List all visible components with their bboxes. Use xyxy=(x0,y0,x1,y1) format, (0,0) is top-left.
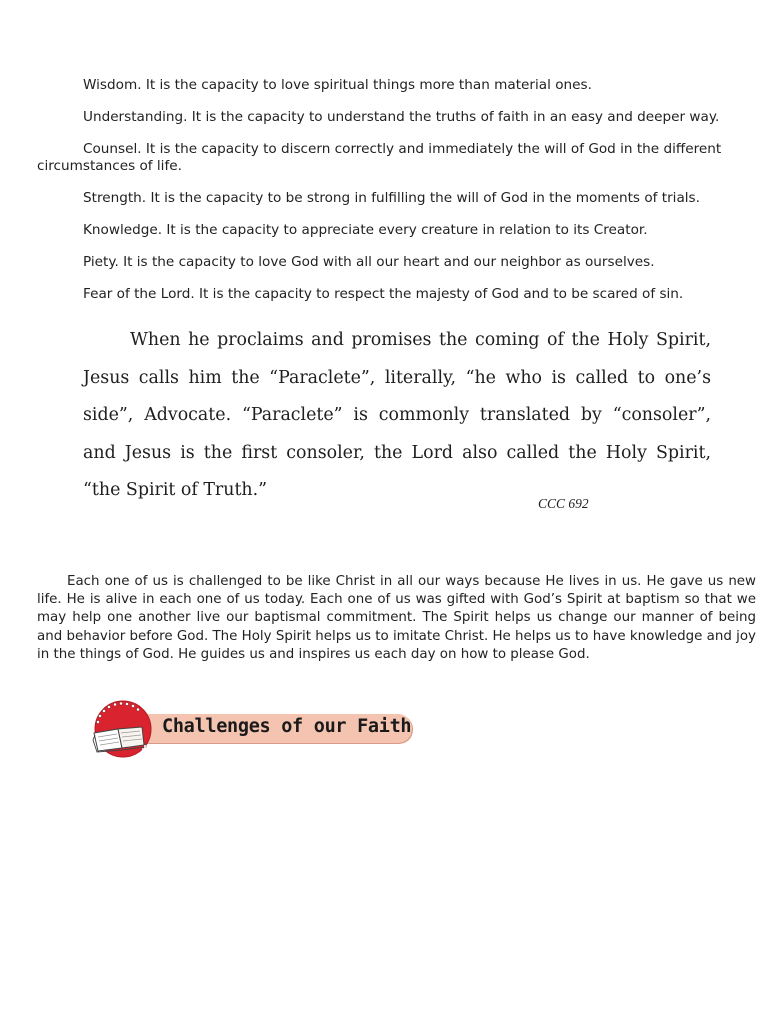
gift-knowledge: Knowledge. It is the capacity to appreciate every creature in relation to its Creator. xyxy=(83,222,648,238)
quote-citation: CCC 692 xyxy=(538,496,589,511)
banner-title: Challenges of our Faith xyxy=(162,716,412,737)
gift-fear-of-the-lord: Fear of the Lord. It is the capacity to respect the majesty of God and to be scared of sin. xyxy=(83,286,684,302)
body-paragraph: Each one of us is challenged to be like Christ in all our ways because He lives in us. He gave us new life. He is alive in each one of us today. Each one of us was gifted with God’s Spirit at baptism so that we may help one another live our baptismal commitment. The Spirit helps us change our manner of being and behavior before God. The Holy Spirit helps us to imitate Christ. He helps us to have knowledge and joy in the things of God. He guides us and inspires us each day on how to please God. xyxy=(37,574,756,662)
section-banner xyxy=(90,699,420,759)
gift-wisdom: Wisdom. It is the capacity to love spiritual things more than material ones. xyxy=(83,77,592,93)
gift-piety: Piety. It is the capacity to love God with all our heart and our neighbor as ourselves. xyxy=(83,254,655,270)
open-bible-rosary-icon xyxy=(90,699,154,759)
catechism-quote: When he proclaims and promises the coming of the Holy Spirit, Jesus calls him the “Paraclete”, literally, “he who is called to one’s side”, Advocate. “Paraclete” is commonly translated by “consoler”, and Jesus is the first consoler, the Lord also called the Holy Spirit, “the Spirit of Truth.” xyxy=(83,330,711,501)
gift-strength: Strength. It is the capacity to be strong in fulfilling the will of God in the moments of trials. xyxy=(83,190,700,206)
gifts-list xyxy=(37,77,753,318)
gift-counsel: Counsel. It is the capacity to discern correctly and immediately the will of God in the different circumstances of life. xyxy=(37,141,722,174)
gift-understanding: Understanding. It is the capacity to understand the truths of faith in an easy and deeper way. xyxy=(83,109,720,125)
